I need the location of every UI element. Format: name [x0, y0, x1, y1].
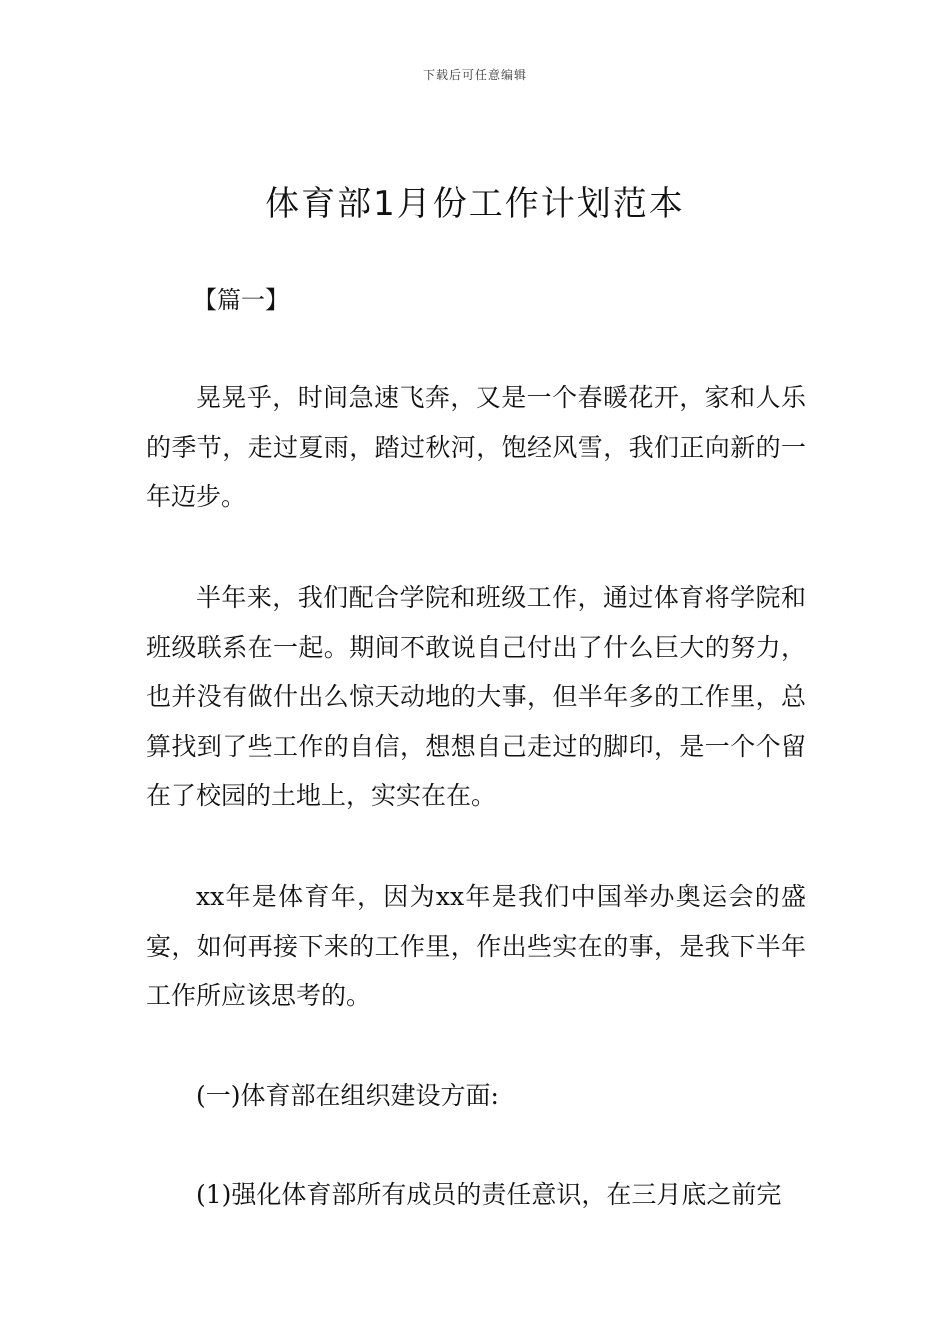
page-header-note: 下载后可任意编辑 — [422, 68, 527, 82]
paragraph-half-year: 半年来，我们配合学院和班级工作，通过体育将学院和班级联系在一起。期间不敢说自己付出了什么巨大的努力，也并没有做什出么惊天动地的大事，但半年多的工作里，总算找到了些工作的自信，想想自己走过的脚印，是一个个留在了校园的土地上，实实在在。 — [146, 583, 806, 810]
document-title: 体育部1月份工作计划范本 — [265, 184, 685, 224]
paragraph-intro: 晃晃乎，时间急速飞奔，又是一个春暖花开，家和人乐的季节，走过夏雨，踏过秋河，饱经风雪，我们正向新的一年迈步。 — [146, 383, 806, 511]
paragraph-sports-year: xx年是体育年，因为xx年是我们中国举办奥运会的盛宴，如何再接下来的工作里，作出些实在的事，是我下半年工作所应该思考的。 — [146, 882, 806, 1010]
paragraph-org-heading: (一)体育部在组织建设方面: — [196, 1081, 499, 1110]
section-label: 【篇一】 — [193, 286, 289, 314]
paragraph-item-1: (1)强化体育部所有成员的责任意识，在三月底之前完 — [196, 1180, 782, 1209]
